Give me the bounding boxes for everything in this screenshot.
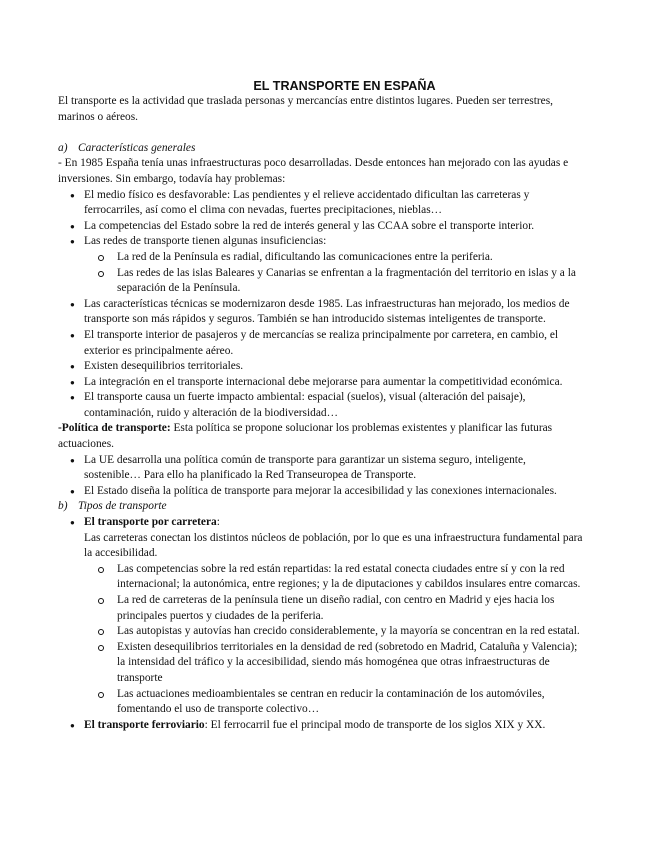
section-b-label: b) <box>58 500 68 513</box>
list-item: ● El transporte causa un fuerte impacto ambiental: espacial (suelos), visual (alteración del paisaje), contaminación, ruido y alteración de la biodiversidad… <box>58 390 583 421</box>
list-item-text: Las redes de transporte tienen algunas insuficiencias: <box>84 235 327 248</box>
sub-list-item: Las actuaciones medioambientales se centran en reducir la contaminación de los automóviles, fomentando el uso de transporte colectivo… <box>58 687 583 718</box>
intro-paragraph: El transporte es la actividad que traslada personas y mercancías entre distintos lugares. Pueden ser terrestres, marinos o aéreos. <box>58 95 553 123</box>
section-b-title: Tipos de transporte <box>78 500 167 513</box>
list-item: ● El transporte interior de pasajeros y de mercancías se realiza principalmente por carretera, en cambio, el exterior es principalmente aéreo. <box>58 328 583 359</box>
list-item: ● El medio físico es desfavorable: Las pendientes y el relieve accidentado dificultan las carreteras y ferrocarriles, así como el clima con nevadas, fuertes precipitaciones, nieblas… <box>58 188 583 219</box>
sub-list-item: Las autopistas y autovías han crecido considerablemente, y la mayoría se concentran en la red estatal. <box>58 624 583 640</box>
sub-list-item: Las redes de las islas Baleares y Canarias se enfrentan a la fragmentación del territorio en islas y a la separación de la Península. <box>58 266 583 297</box>
sub-list-item: Las competencias sobre la red están repartidas: la red estatal conecta ciudades entre sí y con la red internacional; la autonómica, entre regiones; y la de diputaciones y cabildos insulares entre comarcas. <box>58 562 583 593</box>
politica-list <box>58 453 583 500</box>
section-b-list <box>58 515 583 733</box>
list-item: ● El Estado diseña la política de transporte para mejorar la accesibilidad y las conexiones internacionales. <box>58 484 583 500</box>
list-item-carretera <box>58 515 583 718</box>
section-a-label: a) <box>58 141 68 154</box>
section-a-intro: - En 1985 España tenía unas infraestructuras poco desarrolladas. Desde entonces han mejorado con las ayudas e inversiones. Sin embargo, todavía hay problemas: <box>58 157 569 185</box>
carretera-sub-list <box>58 562 583 718</box>
politica-text: Esta política se propone solucionar los problemas existentes y planificar las futuras actuaciones. <box>58 422 553 451</box>
sub-list-item: La red de carreteras de la península tiene un diseño radial, con centro en Madrid y ejes hacia los principales puertos y ciudades de la periferia. <box>58 593 583 624</box>
carretera-label: El transporte por carretera <box>84 516 217 529</box>
list-item: ● Las características técnicas se modernizaron desde 1985. Las infraestructuras han mejorado, los medios de transporte son más rápidos y seguros. También se han introducido sistemas inteligentes de transporte. <box>58 297 583 328</box>
carretera-intro: Las carreteras conectan los distintos núcleos de población, por lo que es una infraestructura fundamental para la accesibilidad. <box>84 531 583 560</box>
politica-paragraph <box>58 421 583 452</box>
politica-label: -Política de transporte: <box>58 422 171 435</box>
section-b-heading <box>58 499 583 515</box>
list-item-ferroviario <box>58 718 583 734</box>
section-a-list <box>58 188 583 422</box>
section-a-heading <box>58 141 583 157</box>
sub-list-item: La red de la Península es radial, dificultando las comunicaciones entre la periferia. <box>58 250 583 266</box>
list-item: ● Existen desequilibrios territoriales. <box>58 359 583 375</box>
list-item <box>58 234 583 296</box>
list-item: ● La competencias del Estado sobre la red de interés general y las CCAA sobre el transporte interior. <box>58 219 583 235</box>
ferroviario-text: : El ferrocarril fue el principal modo de transporte de los siglos XIX y XX. <box>204 718 546 731</box>
sub-list-item: Existen desequilibrios territoriales en la densidad de red (sobretodo en Madrid, Cataluña y Valencia); la intensidad del tráfico y la accesibilidad, siendo más homogénea que otras infraestructuras de transporte <box>58 640 583 687</box>
section-a-title: Características generales <box>78 141 196 154</box>
page-title: EL TRANSPORTE EN ESPAÑA <box>253 79 436 93</box>
ferroviario-label: El transporte ferroviario <box>84 718 205 731</box>
list-item: ● La integración en el transporte internacional debe mejorarse para aumentar la competitividad económica. <box>58 375 583 391</box>
list-item: ● La UE desarrolla una política común de transporte para garantizar un sistema seguro, inteligente, sostenible… Para ello ha planificado la Red Transeuropea de Transporte. <box>58 453 583 484</box>
carretera-colon: : <box>216 516 220 529</box>
sub-list <box>58 250 583 297</box>
